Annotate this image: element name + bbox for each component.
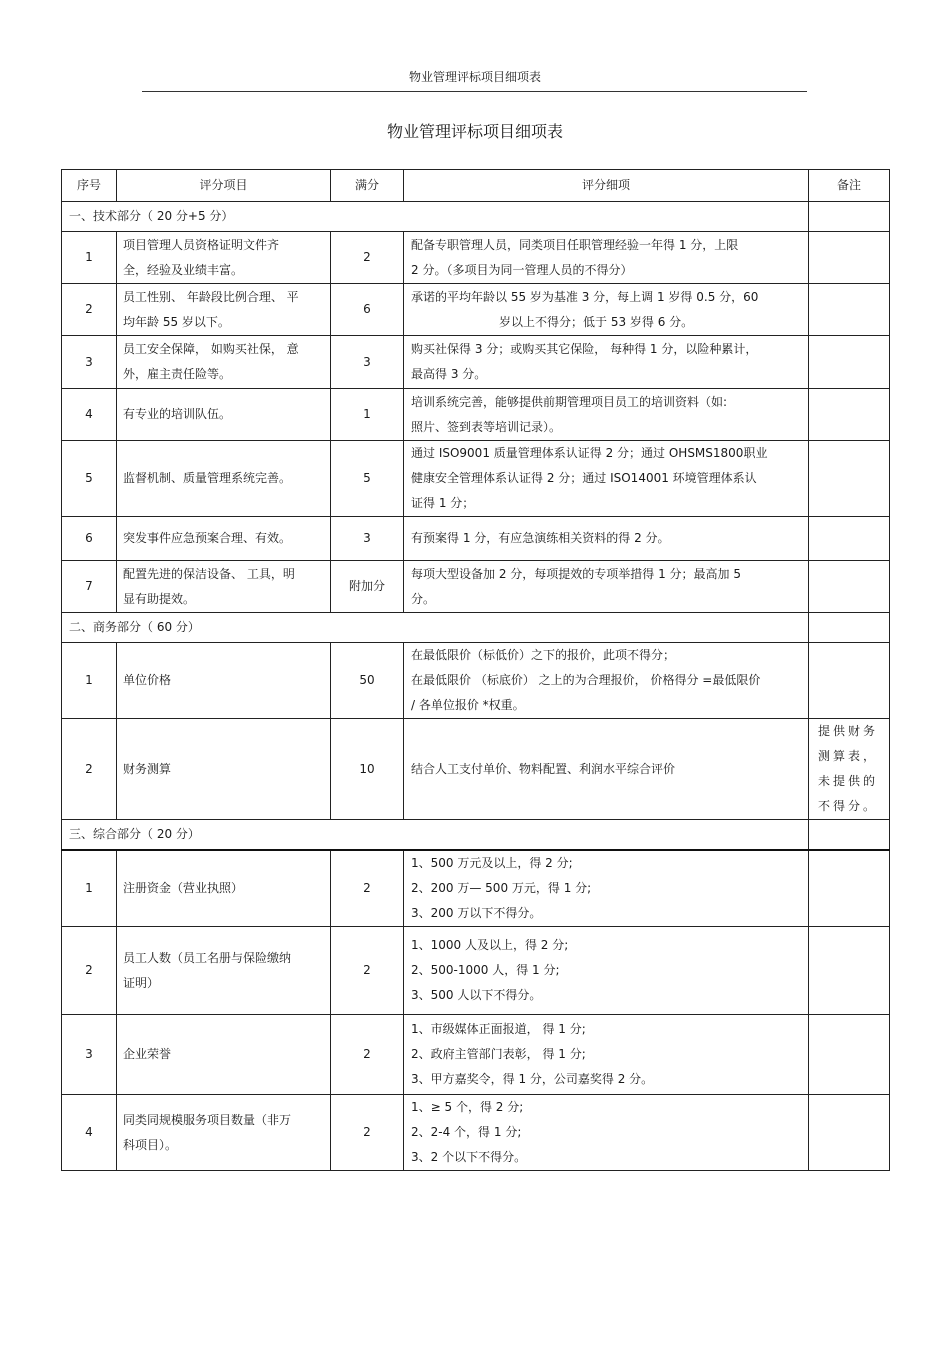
max-score: 3 (331, 336, 404, 389)
scoring-detail-line: 3、200 万以下不得分。 (411, 906, 542, 920)
scoring-detail-line: 培训系统完善，能够提供前期管理项目员工的培训资料（如: (411, 394, 728, 409)
scoring-item-line: 显有助提效。 (123, 591, 196, 606)
max-score: 5 (331, 441, 404, 517)
scoring-item (117, 441, 331, 517)
scoring-item-line: 全，经验及业绩丰富。 (123, 262, 244, 277)
row-number: 5 (62, 441, 117, 517)
row-number: 1 (62, 850, 117, 927)
scoring-detail-line: 岁以上不得分；低于 53 岁得 6 分。 (499, 314, 694, 329)
row-number: 3 (62, 1015, 117, 1095)
scoring-item (117, 850, 331, 927)
scoring-item-line: 单位价格 (123, 673, 172, 687)
scoring-detail-line: 证得 1 分； (411, 496, 475, 510)
document-title: 物业管理评标项目细项表 (386, 122, 563, 141)
remark-cell (809, 284, 890, 336)
max-score: 1 (331, 389, 404, 441)
scoring-detail-line: 配备专职管理人员，同类项目任职管理经验一年得 1 分，上限 (411, 237, 739, 252)
scoring-item-line: 外，雇主责任险等。 (123, 367, 232, 381)
row-number: 2 (62, 719, 117, 820)
scoring-item-line: 科项目）。 (123, 1137, 178, 1152)
running-header: 物业管理评标项目细项表 (408, 70, 541, 84)
remark-cell (809, 643, 890, 719)
scoring-detail (404, 1015, 809, 1095)
scoring-detail-line: 1、≥ 5 个，得 2 分; (411, 1100, 524, 1114)
max-score: 2 (331, 232, 404, 284)
column-header: 满分 (331, 170, 404, 202)
scoring-detail (404, 232, 809, 284)
scoring-detail-line: 1、1000 人及以上，得 2 分; (411, 938, 569, 952)
table-row (62, 719, 890, 820)
scoring-item-line: 员工性别、 年龄段比例合理、 平 (123, 289, 299, 304)
row-number: 4 (62, 389, 117, 441)
scoring-item-line: 项目管理人员资格证明文件齐 (123, 237, 280, 252)
scoring-detail-line: 在最低限价（标低价）之下的报价，此项不得分； (411, 648, 676, 662)
column-header: 评分项目 (117, 170, 331, 202)
scoring-item-line: 财务测算 (123, 761, 172, 776)
section-label: 三、综合部分（ 20 分） (62, 820, 809, 851)
remark-cell (809, 389, 890, 441)
scoring-table (61, 169, 890, 1171)
table-row (62, 1095, 890, 1171)
max-score: 2 (331, 927, 404, 1015)
scoring-item (117, 719, 331, 820)
scoring-detail (404, 1095, 809, 1171)
scoring-detail-line: 2、200 万— 500 万元，得 1 分; (411, 881, 592, 895)
scoring-item (117, 284, 331, 336)
scoring-item-line: 员工安全保障， 如购买社保， 意 (123, 342, 299, 356)
max-score: 2 (331, 1015, 404, 1095)
max-score: 2 (331, 850, 404, 927)
scoring-item (117, 561, 331, 613)
scoring-item-line: 突发事件应急预案合理、有效。 (123, 531, 292, 545)
remark-cell (809, 1095, 890, 1171)
row-number: 6 (62, 517, 117, 561)
scoring-detail-line: 2、2-4 个，得 1 分; (411, 1125, 522, 1139)
table-row (62, 561, 890, 613)
section-row (62, 613, 890, 643)
table-row (62, 336, 890, 389)
scoring-detail-line: 购买社保得 3 分；或购买其它保险， 每种得 1 分，以险种累计， (411, 342, 758, 356)
table-row (62, 927, 890, 1015)
section-label: 一、技术部分（ 20 分+5 分） (62, 202, 809, 232)
scoring-detail-line: 有预案得 1 分，有应急演练相关资料的得 2 分。 (411, 531, 670, 545)
scoring-detail-line: 1、500 万元及以上，得 2 分; (411, 856, 573, 870)
scoring-detail-line: 2 分。（多项目为同一管理人员的不得分） (411, 262, 633, 277)
scoring-detail (404, 643, 809, 719)
scoring-detail-line: 每项大型设备加 2 分，每项提效的专项举措得 1 分；最高加 5 (411, 566, 741, 581)
remark-cell (809, 850, 890, 927)
scoring-detail (404, 517, 809, 561)
section-note-cell (809, 820, 890, 851)
scoring-detail-line: 最高得 3 分。 (411, 367, 487, 381)
row-number: 1 (62, 232, 117, 284)
max-score: 6 (331, 284, 404, 336)
remark-line: 提供财务 (818, 724, 879, 738)
scoring-detail-line: 2、政府主管部门表彰， 得 1 分; (411, 1047, 586, 1061)
max-score: 3 (331, 517, 404, 561)
scoring-detail-line: 健康安全管理体系认证得 2 分；通过 ISO14001 环境管理体系认 (411, 471, 757, 485)
table-row (62, 643, 890, 719)
row-number: 7 (62, 561, 117, 613)
scoring-detail-line: 3、500 人以下不得分。 (411, 988, 542, 1002)
row-number: 1 (62, 643, 117, 719)
scoring-detail-line: 通过 ISO9001 质量管理体系认证得 2 分；通过 OHSMS1800职业 (411, 446, 768, 460)
scoring-item (117, 517, 331, 561)
table-row (62, 441, 890, 517)
row-number: 4 (62, 1095, 117, 1171)
scoring-item-line: 监督机制、质量管理系统完善。 (123, 471, 292, 485)
scoring-detail-line: 承诺的平均年龄以 55 岁为基准 3 分，每上调 1 岁得 0.5 分，60 (411, 289, 759, 304)
remark-cell (809, 517, 890, 561)
scoring-item-line: 有专业的培训队伍。 (123, 407, 232, 421)
scoring-detail (404, 850, 809, 927)
column-header: 备注 (809, 170, 890, 202)
remark-line: 不得分。 (818, 799, 879, 813)
table-body (62, 202, 890, 1171)
section-label: 二、商务部分（ 60 分） (62, 613, 809, 643)
max-score: 10 (331, 719, 404, 820)
scoring-item (117, 1095, 331, 1171)
remark-cell (809, 441, 890, 517)
scoring-item (117, 336, 331, 389)
row-number: 2 (62, 284, 117, 336)
remark-cell (809, 1015, 890, 1095)
max-score: 2 (331, 1095, 404, 1171)
scoring-item (117, 1015, 331, 1095)
scoring-item-line: 企业荣誉 (123, 1047, 172, 1061)
remark-cell (809, 232, 890, 284)
scoring-item-line: 员工人数（员工名册与保险缴纳 (123, 950, 292, 965)
scoring-item-line: 证明） (123, 975, 160, 990)
scoring-detail-line: 1、市级媒体正面报道， 得 1 分; (411, 1022, 586, 1036)
column-header: 评分细项 (404, 170, 809, 202)
scoring-detail (404, 927, 809, 1015)
section-row (62, 202, 890, 232)
scoring-item (117, 927, 331, 1015)
scoring-detail-line: 3、2 个以下不得分。 (411, 1150, 527, 1164)
scoring-item-line: 同类同规模服务项目数量（非万 (123, 1112, 292, 1127)
scoring-detail-line: 照片、签到表等培训记录）。 (411, 419, 562, 434)
header-rule (142, 91, 807, 92)
scoring-detail (404, 561, 809, 613)
scoring-item-line: 均年龄 55 岁以下。 (123, 314, 230, 329)
scoring-detail (404, 284, 809, 336)
column-header: 序号 (62, 170, 117, 202)
scoring-item-line: 配置先进的保洁设备、 工具，明 (123, 566, 295, 581)
table-row (62, 850, 890, 927)
scoring-detail-line: / 各单位报价 *权重。 (411, 698, 525, 712)
scoring-detail (404, 441, 809, 517)
scoring-detail-line: 2、500-1000 人，得 1 分; (411, 963, 560, 977)
scoring-detail (404, 389, 809, 441)
section-note-cell (809, 202, 890, 232)
table-row (62, 284, 890, 336)
max-score: 50 (331, 643, 404, 719)
remark-cell (809, 561, 890, 613)
remark-cell (809, 927, 890, 1015)
remark-line: 未提供的 (818, 774, 879, 788)
scoring-item (117, 232, 331, 284)
section-note-cell (809, 613, 890, 643)
remark-cell (809, 719, 890, 820)
row-number: 3 (62, 336, 117, 389)
scoring-detail-line: 结合人工支付单价、物料配置、利润水平综合评价 (411, 761, 676, 776)
remark-cell (809, 336, 890, 389)
scoring-detail-line: 分。 (411, 591, 436, 606)
scoring-detail (404, 336, 809, 389)
scoring-item (117, 643, 331, 719)
max-score: 附加分 (331, 561, 404, 613)
remark-line: 测算表， (818, 749, 879, 763)
scoring-detail (404, 719, 809, 820)
scoring-detail-line: 3、甲方嘉奖令，得 1 分，公司嘉奖得 2 分。 (411, 1072, 654, 1086)
table-header-row (62, 170, 890, 202)
scoring-detail-line: 在最低限价 （标底价） 之上的为合理报价， 价格得分 =最低限价 (411, 673, 761, 687)
table-row (62, 1015, 890, 1095)
scoring-item-line: 注册资金（营业执照） (123, 881, 244, 895)
table-row (62, 517, 890, 561)
table-row (62, 389, 890, 441)
table-row (62, 232, 890, 284)
scoring-item (117, 389, 331, 441)
row-number: 2 (62, 927, 117, 1015)
section-row (62, 820, 890, 851)
